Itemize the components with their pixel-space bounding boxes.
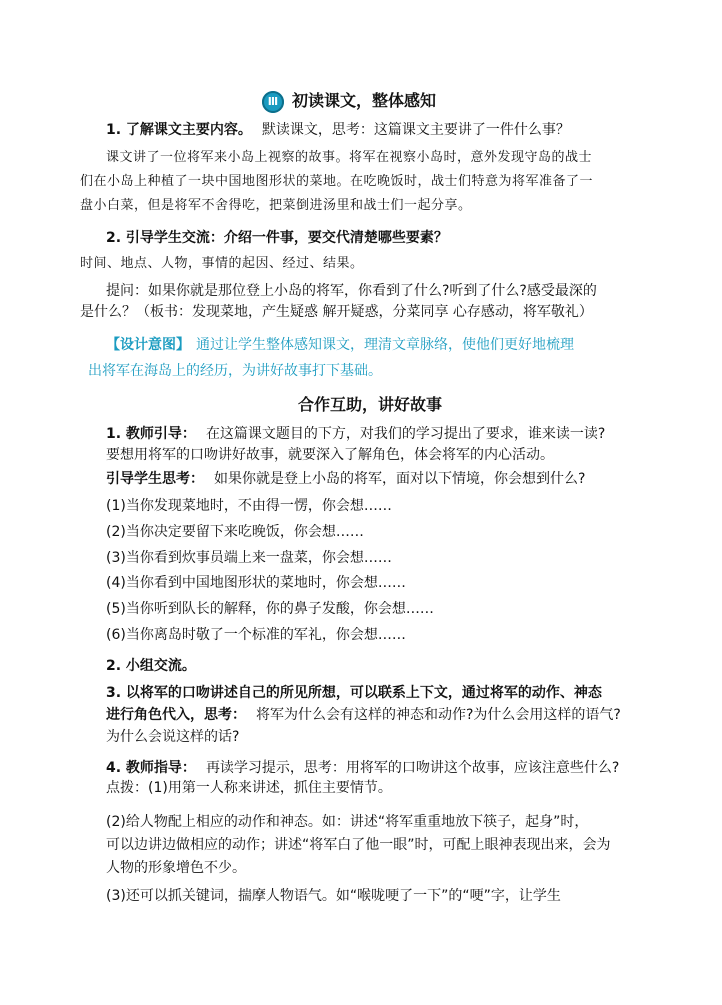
section-heading-1 xyxy=(262,90,436,113)
section-title: 初读课文，整体感知 xyxy=(292,91,437,110)
design-intent-tag: 【设计意图】 xyxy=(106,337,190,353)
question-1 xyxy=(106,120,570,140)
answer-line: 盘小白菜，但是将军不舍得吃，把菜倒进汤里和战士们一起分享。 xyxy=(80,198,472,213)
tip-3: (3)还可以抓关键词，揣摩人物语气。如“喉咙哽了一下”的“哽”字，让学生 xyxy=(106,888,561,904)
section-heading-2: 合作互助，讲好故事 xyxy=(298,395,443,414)
task-3-text: 将军为什么会有这样的神态和动作?为什么会用这样的语气? xyxy=(256,707,621,723)
teacher-guide-4-label: 4. 教师指导： xyxy=(106,760,196,776)
teacher-guide-text: 在这篇课文题目的下方，对我们的学习提出了要求，谁来读一读? xyxy=(205,426,606,442)
tip-2-line-1: (2)给人物配上相应的动作和神态。如：讲述“将军重重地放下筷子，起身”时， xyxy=(106,814,589,830)
teacher-guide-line-2: 要想用将军的口吻讲好故事，就要深入了解角色，体会将军的内心活动。 xyxy=(106,447,554,463)
ask-line-1: 提问：如果你就是那位登上小岛的将军，你看到了什么?听到了什么?感受最深的 xyxy=(106,283,597,299)
tip-2-line-2: 可以边讲边做相应的动作；讲述“将军白了他一眼”时，可配上眼神表现出来，会为 xyxy=(106,837,611,853)
scenario-item: (3)当你看到炊事员端上来一盘菜，你会想…… xyxy=(106,550,392,566)
tip-1: 点拨：(1)用第一人称来讲述，抓住主要情节。 xyxy=(106,780,392,796)
scenario-item: (2)当你决定要留下来吃晚饭，你会想…… xyxy=(106,524,364,540)
group-discussion: 2. 小组交流。 xyxy=(106,658,196,674)
question-1-prompt: 默读课文，思考：这篇课文主要讲了一件什么事？ xyxy=(261,122,570,138)
task-3-line-2 xyxy=(106,705,621,725)
teacher-guide-label: 1. 教师引导： xyxy=(106,426,196,442)
scenario-item: (5)当你听到队长的解释，你的鼻子发酸，你会想…… xyxy=(106,601,434,617)
guide-students-think xyxy=(106,469,585,489)
ask-line-2: 是什么？（板书：发现菜地，产生疑惑 解开疑惑，分菜同享 心存感动，将军敬礼） xyxy=(80,304,593,320)
question-1-label: 1. 了解课文主要内容。 xyxy=(106,122,252,138)
question-2-label: 2. 引导学生交流：介绍一件事，要交代清楚哪些要素？ xyxy=(106,230,448,246)
teacher-guide-1 xyxy=(106,424,605,444)
scenario-item: (1)当你发现菜地时，不由得一愣，你会想…… xyxy=(106,498,392,514)
answer-line: 们在小岛上种植了一块中国地图形状的菜地。在吃晚饭时，战士们特意为将军准备了一 xyxy=(80,174,594,189)
design-intent-text: 通过让学生整体感知课文，理清文章脉络，使他们更好地梳理 xyxy=(196,337,574,353)
design-intent-line-1 xyxy=(106,335,574,355)
scenario-item: (4)当你看到中国地图形状的菜地时，你会想…… xyxy=(106,575,406,591)
scenario-item: (6)当你离岛时敬了一个标准的军礼，你会想…… xyxy=(106,627,406,643)
task-3-line-1: 3. 以将军的口吻讲述自己的所见所想，可以联系上下文，通过将军的动作、神态 xyxy=(106,685,602,701)
task-3-line-3: 为什么会说这样的话? xyxy=(106,729,240,745)
design-intent-line-2: 出将军在海岛上的经历，为讲好故事打下基础。 xyxy=(88,363,382,379)
question-2-answer: 时间、地点、人物，事情的起因、经过、结果。 xyxy=(80,256,364,271)
guide-label: 引导学生思考： xyxy=(106,471,204,487)
task-3-bold: 进行角色代入，思考： xyxy=(106,707,246,723)
tip-2-line-3: 人物的形象增色不少。 xyxy=(106,860,246,876)
answer-line: 课文讲了一位将军来小岛上视察的故事。将军在视察小岛时，意外发现守岛的战士 xyxy=(106,150,593,165)
roman-numeral-badge-icon: Ⅲ xyxy=(262,91,284,113)
guide-text: 如果你就是登上小岛的将军，面对以下情境，你会想到什么? xyxy=(214,471,586,487)
teacher-guide-4-text: 再读学习提示，思考：用将军的口吻讲这个故事，应该注意些什么? xyxy=(205,760,620,776)
teacher-guide-4 xyxy=(106,758,619,778)
